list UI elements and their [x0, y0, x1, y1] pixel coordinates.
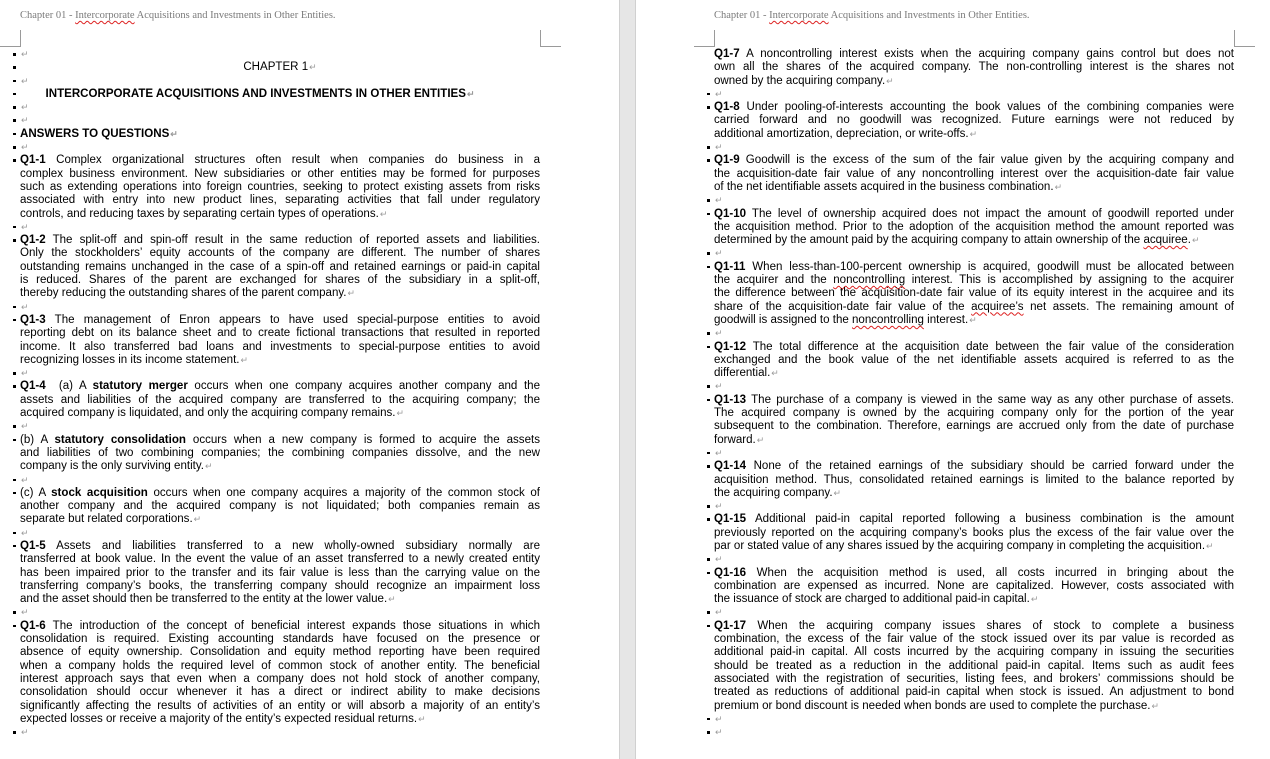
paragraph-line: Only the stockholders’ equity accounts of the company are different. The number of shares: [20, 247, 540, 260]
question-label: Q1-8: [714, 101, 740, 114]
paragraph-line: Q1-2 The split-off and spin-off result in the same reduction of reported assets and liabilities.: [20, 234, 540, 247]
answer-q1-4a: Q1-4 (a) A statutory merger occurs when one company acquires another company and the assets and liabilities of the acquired company are transferred to the acquiring company; the acquired company is liquidated, and only the acquiring company remains.↵: [20, 380, 540, 420]
paragraph-line: transferred at book value. In the event the value of an asset transferred to a newly created entity: [20, 553, 540, 566]
crop-mark: [694, 30, 715, 47]
paragraph-line: additional amortization, depreciation, or write-offs.↵: [714, 127, 978, 140]
paragraph-line: recognizing losses in its income statement.↵: [20, 353, 249, 366]
question-label: Q1-15: [714, 513, 747, 526]
right-page-body[interactable]: Q1-7 A noncontrolling interest exists when the acquiring company gains control but does not own all the shares of the acquired company. The non-controlling interest is the shares not owned by the acquiring company.↵ ↵ Q1-8 Under pooling-of-interests accounting the book values of the combining companies were carried forward and no goodwill was recognized. Future earnings were not reduced by additional amortization, depreciation, or write-offs.↵ ↵ Q1-9 Goodwill is the excess of the sum of the fair value given by the acquiring company and the acquisition-date fair value of any noncontrolling interest over the acquisition-date fair value of the net identifiable assets acquired in the business combination.↵ ↵ Q1-10 The level of ownership acquired does not impact the amount of goodwill reported under the acquisition method. Prior to the adoption of the acquisition method the amount reported was determined by the amount paid by the acquiring company to attain ownership of the acquiree.↵ ↵ Q1-11 When less-than-100-percent ownership is acquired, goodwill must be allocated between the acquirer and the noncontrolling interest. This is accomplished by assigning to the acquirer the difference between the acquisition-date fair value of its equity interest in the acquiree and its share of the acquisition-date fair value of the acquiree’s net assets. The remaining amount of goodwill is assigned to the noncontrolling interest.↵ ↵ Q1-12 The total difference at the acquisition date between the fair value of the consideration exchanged and the book value of the net identifiable assets acquired is referred to as the differential.↵ ↵ Q1-13 The purchase of a company is viewed in the same way as any other purchase of assets. The acquired company is owned by the acquiring company only for the portion of the year subsequent to the combination. Therefore, earnings are accrued only from the date of purchase forward.↵ ↵ Q1-14 None of the retained earnings of the subsidiary should be carried forward under the acquisition method. Thus, consolidated retained earnings is limited to the balance reported by the acquiring company.↵ ↵ Q1-15 Additional paid-in capital reported following a business combination is the amount previously reported on the acquiring company’s books plus the excess of the fair value over the par or stated value of any shares issued by the acquiring company in completing the acquisition.↵ ↵ Q1-16 When the acquisition method is used, all costs incurred in bringing about the combination are expensed as incurred. None are capitalized. However, costs associated with the issuance of stock are charged to additional paid-in capital.↵ ↵ Q1-17 When the acquiring company issues shares of stock to complete a business combination, the excess of the fair value of the stock issued over its par value is recorded as additional paid-in capital. All costs incurred by the acquiring company in issuing the securities should be treated as a reduction in the additional paid-in capital. Items such as audit fees associated with the registration of securities, listing fees, and brokers’ commissions should be treated as reductions of additional paid-in capital when stock is issued. An adjustment to bond premium or bond discount is needed when bonds are used to complete the purchase.↵ ↵ ↵: [714, 48, 1234, 739]
answer-q1-3: [20, 314, 540, 367]
paragraph-line: complex business environment. New subsidiaries or other entities may be formed for purposes: [20, 167, 540, 180]
paragraph-line: subsequent to the combination. Therefore, earnings are accrued only from the date of purchase: [714, 420, 1234, 433]
paragraph-line: absence of equity ownership. Consolidation and equity method reporting have been required: [20, 646, 540, 659]
paragraph-line: Q1-10 The level of ownership acquired does not impact the amount of goodwill reported under: [714, 207, 1235, 220]
paragraph-line: outstanding remains unchanged in the case of a spin-off and retained earnings or paid-in capital: [20, 260, 540, 273]
paragraph-line: additional paid-in capital. All costs incurred by the acquiring company in issuing the securities: [714, 646, 1234, 659]
crop-mark: [540, 30, 561, 47]
paragraph-line: the acquisition method. Prior to the adoption of the acquisition method the amount reported was: [714, 220, 1234, 233]
paragraph-line: income. It also transferred bad loans and investments to special-purpose entities to avoid: [20, 340, 540, 353]
header-rest: Acquisitions and Investments in Other Entities.: [134, 10, 336, 21]
answer-q1-2: [20, 234, 540, 300]
answer-q1-9: [714, 154, 1234, 194]
paragraph-line: par or stated value of any shares issued by the acquiring company in completing the acquisition.↵: [714, 539, 1214, 552]
answer-q1-14: [714, 460, 1234, 500]
answer-q1-12: [714, 341, 1234, 381]
answer-q1-15: [714, 513, 1234, 553]
document-page-right: [636, 0, 1270, 759]
paragraph-line: consolidation should occur whenever it has a direct or indirect ability to make decisions: [20, 686, 540, 699]
paragraph-line: Q1-6 The introduction of the concept of beneficial interest expands those situations in which: [20, 619, 540, 632]
header-prefix: Chapter 01 -: [20, 10, 76, 21]
paragraph-line: the issuance of stock are charged to additional paid-in capital.↵: [714, 593, 1039, 606]
paragraph-line: associated with entry into new product lines, separating activities that fall under regulatory: [20, 194, 540, 207]
paragraph-line: and liabilities of two combining companies; the combining companies dissolve, and the new: [20, 446, 540, 459]
document-page-left: [0, 0, 619, 759]
question-label: Q1-1: [20, 154, 46, 167]
paragraph-line: own all the shares of the acquired company. The non-controlling interest is the shares not: [714, 61, 1234, 74]
paragraph-line: Q1-13 The purchase of a company is viewed in the same way as any other purchase of assets.: [714, 393, 1234, 406]
spellcheck-word: acquiree: [1143, 234, 1188, 247]
answer-q1-4b: (b) A statutory consolidation occurs when a new company is formed to acquire the assets and liabilities of two combining companies; the combining companies dissolve, and the new company is the only surviving entity.↵: [20, 433, 540, 473]
paragraph-line: Q1-1 Complex organizational structures often result when companies do business in a: [20, 154, 540, 167]
page-header: [20, 10, 336, 21]
crop-mark: [1234, 30, 1255, 47]
paragraph-line: when a company holds the required level of common stock of another entity. The beneficial: [20, 659, 540, 672]
paragraph-line: Q1-9 Goodwill is the excess of the sum of the fair value given by the acquiring company and: [714, 154, 1234, 167]
paragraph-line: associated with the registration of securities, listing fees, and brokers’ commissions should be: [714, 672, 1234, 685]
paragraph-line: consolidation is required. Existing accounting standards have focused on the presence or: [20, 633, 540, 646]
paragraph-line: of the net identifiable assets acquired in the business combination.↵: [714, 180, 1063, 193]
paragraph-line: controls, and reducing taxes by separating certain types of operations.↵: [20, 207, 388, 220]
paragraph-line: exchanged and the book value of the net identifiable assets acquired is referred to as the: [714, 353, 1234, 366]
answer-q1-13: [714, 394, 1234, 447]
question-label: Q1-17: [714, 619, 747, 632]
paragraph-line: combination, the excess of the fair value of the stock issued over its par value is recorded as: [714, 633, 1234, 646]
answer-q1-5: [20, 540, 540, 606]
question-label: Q1-12: [714, 340, 747, 353]
paragraph-line: should be treated as a reduction in the additional paid-in capital. Items such as audit fees: [714, 659, 1234, 672]
paragraph-line: expected losses or receive a majority of the entity’s expected residual returns.↵: [20, 712, 426, 725]
paragraph-line: The acquired company is owned by the acquiring company only for the portion of the year: [714, 407, 1234, 420]
answer-q1-4c: (c) A stock acquisition occurs when one company acquires a majority of the common stock of another company and the acquired company is not liquidated; both companies remain as separate but related corporations.↵: [20, 486, 540, 526]
chapter-heading: CHAPTER 1↵: [20, 61, 540, 74]
paragraph-line: and the asset should then be transferred to the entity at the lower value.↵: [20, 593, 396, 606]
page-gutter: [619, 0, 636, 759]
question-label: Q1-3: [20, 313, 46, 326]
paragraph-line: combination are expensed as incurred. None are capitalized. However, costs associated with: [714, 579, 1234, 592]
crop-mark: [0, 30, 21, 47]
paragraph-line: Q1-14 None of the retained earnings of the subsidiary should be carried forward under the: [714, 460, 1234, 473]
question-label: Q1-16: [714, 566, 747, 579]
answer-q1-7: [714, 48, 1234, 88]
paragraph-line: determined by the amount paid by the acquiring company to attain ownership of the acquiree.↵: [714, 234, 1200, 247]
paragraph-line: acquired company is liquidated, and only the acquiring company remains.↵: [20, 407, 405, 420]
question-label: Q1-14: [714, 460, 747, 473]
paragraph-line: the acquisition-date fair value of any noncontrolling interest over the acquisition-date fair value: [714, 167, 1234, 180]
paragraph-line: the acquiring company.↵: [714, 486, 842, 499]
answer-q1-8: [714, 101, 1234, 141]
paragraph-line: assets and liabilities of the acquired company are transferred to the acquiring company; the: [20, 393, 540, 406]
paragraph-line: carried forward and no goodwill was recognized. Future earnings were not reduced by: [714, 114, 1234, 127]
paragraph-line: acquisition method. Thus, consolidated retained earnings is limited to the balance reported by: [714, 473, 1234, 486]
answer-q1-1: [20, 154, 540, 220]
paragraph-line: significantly affecting the results of activities of an entity or will absorb a majority of an entity’s: [20, 699, 540, 712]
left-page-body[interactable]: ↵ CHAPTER 1↵ ↵ INTERCORPORATE ACQUISITIONS AND INVESTMENTS IN OTHER ENTITIES↵ ↵ ↵ ANSWERS TO QUESTIONS↵ ↵ Q1-1 Complex organizational structures often result when companies do business in a complex business environment. New subsidiaries or other entities may be formed for purposes such as extending operations into foreign countries, seeking to protect existing assets from risks associated with entry into new product lines, separating activities that fall under regulatory controls, and reducing taxes by separating certain types of operations.↵ ↵ Q1-2 The split-off and spin-off result in the same reduction of reported assets and liabilities. Only the stockholders’ equity accounts of the company are different. The number of shares outstanding remains unchanged in the case of a spin-off and retained earnings or paid-in capital is reduced. Shares of the parent are exchanged for shares of the subsidiary in a split-off, thereby reducing the outstanding shares of the parent company.↵ ↵ Q1-3 The management of Enron appears to have used special-purpose entities to avoid reporting debt on its balance sheet and to create fictional transactions that resulted in reported income. It also transferred bad loans and investments to special-purpose entities to avoid recognizing losses in its income statement.↵ ↵ Q1-4 (a) A statutory merger occurs when one company acquires another company and the assets and liabilities of the acquired company are transferred to the acquiring company; the acquired company is liquidated, and only the acquiring company remains.↵ ↵ (b) A statutory consolidation occurs when a new company is formed to acquire the assets and liabilities of two combining companies; the combining companies dissolve, and the new company is the only surviving entity.↵ ↵ (c) A stock acquisition occurs when one company acquires a majority of the common stock of another company and the acquired company is not liquidated; both companies remain as separate but related corporations.↵ ↵ Q1-5 Assets and liabilities transferred to a new wholly-owned subsidiary normally are transferred at book value. In the event the value of an asset transferred to a newly created entity has been impaired prior to the transfer and its fair value is less than the carrying value on the transferring company’s books, the transferring company should recognize an impairment loss and the asset should then be transferred to the entity at the lower value.↵ ↵ Q1-6 The introduction of the concept of beneficial interest expands those situations in which consolidation is required. Existing accounting standards have focused on the presence or absence of equity ownership. Consolidation and equity method reporting have been required when a company holds the required level of common stock of another entity. The beneficial interest approach says that even when a company does not hold stock of another company, consolidation should occur whenever it has a direct or indirect ability to make decisions significantly affecting the results of activities of an entity or will absorb a majority of an entity’s expected losses or receive a majority of the entity’s expected residual returns.↵ ↵: [20, 48, 540, 739]
paragraph-line: owned by the acquiring company.↵: [714, 74, 894, 87]
answer-q1-10: [714, 208, 1234, 248]
question-label: Q1-13: [714, 393, 747, 406]
paragraph-line: company is the only surviving entity.↵: [20, 460, 213, 473]
answer-q1-17: [714, 620, 1234, 713]
paragraph-line: Q1-17 When the acquiring company issues shares of stock to complete a business: [714, 619, 1234, 632]
paragraph-line: Q1-16 When the acquisition method is used, all costs incurred in bringing about the: [714, 566, 1234, 579]
paragraph-line: previously reported on the acquiring company’s books plus the excess of the fair value over the: [714, 526, 1234, 539]
paragraph-line: transferring company’s books, the transferring company should recognize an impairment loss: [20, 579, 540, 592]
paragraph-line: separate but related corporations.↵: [20, 513, 202, 526]
question-label: Q1-10: [714, 207, 747, 220]
question-label: Q1-7: [714, 48, 740, 60]
answer-q1-16: [714, 567, 1234, 607]
section-heading: ANSWERS TO QUESTIONS↵: [20, 128, 540, 141]
paragraph-line: treated as reductions of additional paid-in capital when stock is issued. An adjustment to bond: [714, 686, 1234, 699]
paragraph-line: another company and the acquired company is not liquidated; both companies remain as: [20, 500, 540, 513]
chapter-title: INTERCORPORATE ACQUISITIONS AND INVESTMENTS IN OTHER ENTITIES↵: [20, 88, 540, 101]
paragraph-line: is reduced. Shares of the parent are exchanged for shares of the subsidiary in a split-off,: [20, 274, 540, 287]
paragraph-line: interest approach says that even when a company does not hold stock of another company,: [20, 672, 540, 685]
paragraph-line: forward.↵: [714, 433, 765, 446]
paragraph-line: Q1-8 Under pooling-of-interests accounting the book values of the combining companies were: [714, 101, 1234, 114]
answer-q1-11: Q1-11 When less-than-100-percent ownership is acquired, goodwill must be allocated between the acquirer and the noncontrolling interest. This is accomplished by assigning to the acquirer the difference between the acquisition-date fair value of its equity interest in the acquiree and its share of the acquisition-date fair value of the acquiree’s net assets. The remaining amount of goodwill is assigned to the noncontrolling interest.↵: [714, 260, 1235, 326]
paragraph-line: thereby reducing the outstanding shares of the parent company.↵: [20, 287, 356, 300]
paragraph-line: Q1-7 A noncontrolling interest exists when the acquiring company gains control but does not: [714, 48, 1234, 60]
paragraph-line: Q1-15 Additional paid-in capital reported following a business combination is the amount: [714, 513, 1235, 526]
paragraph-line: such as extending operations into foreign countries, seeking to protect existing assets from risks: [20, 180, 540, 193]
question-label: Q1-2: [20, 234, 46, 247]
page-header: Chapter 01 - Intercorporate Acquisitions and Investments in Other Entities.: [714, 10, 1030, 21]
answer-q1-6: [20, 620, 540, 726]
question-label: Q1-5: [20, 539, 46, 552]
paragraph-line: premium or bond discount is needed when bonds are used to complete the purchase.↵: [714, 699, 1160, 712]
paragraph-line: Q1-3 The management of Enron appears to have used special-purpose entities to avoid: [20, 313, 540, 326]
paragraph-line: Q1-5 Assets and liabilities transferred to a new wholly-owned subsidiary normally are: [20, 539, 540, 552]
paragraph-line: has been impaired prior to the transfer and its fair value is less than the carrying value on the: [20, 566, 540, 579]
paragraph-line: differential.↵: [714, 367, 779, 380]
question-label: Q1-9: [714, 154, 740, 167]
header-spellcheck-word: Intercorporate: [75, 10, 135, 21]
question-label: Q1-6: [20, 619, 46, 632]
paragraph-line: reporting debt on its balance sheet and to create fictional transactions that resulted in reported: [20, 327, 540, 340]
paragraph-line: Q1-12 The total difference at the acquisition date between the fair value of the consideration: [714, 340, 1234, 353]
